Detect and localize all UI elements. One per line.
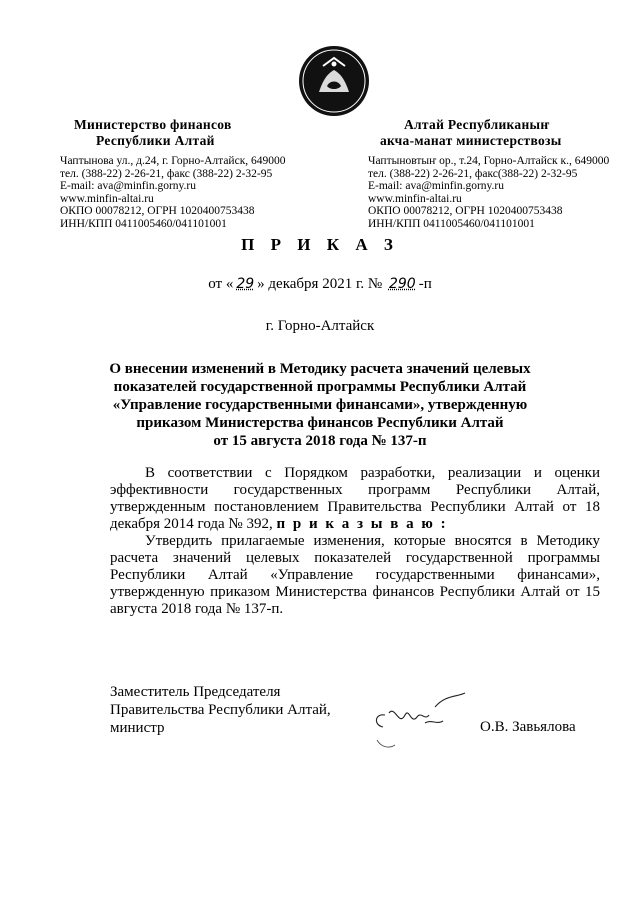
date-day: 29 [236,276,255,292]
signatory-position: Заместитель Председателя Правительства Республики Алтай, министр [110,684,331,736]
contacts-alt [368,155,618,230]
okpo: ОКПО 00078212, ОГРН 1020400753438 [368,205,563,217]
email: E-mail: ava@minfin.gorny.ru [60,180,196,192]
document-number: 290 [388,276,416,292]
document-title: О внесении изменений в Методику расчета значений целевых показателей государственной программы Республики Алтай «Управление государственными финансами», утвержденную приказом Министерства финансов Республики Алтай от 15 августа 2018 года № 137-п [109,361,531,449]
document-type: П Р И К А З [241,235,399,254]
document-body [110,465,600,618]
inn: ИНН/КПП 0411005460/041101001 [368,217,535,230]
phone: тел. (388-22) 2-26-21, факс(388-22) 2-32-95 [368,167,578,180]
inn: ИНН/КПП 0411005460/041101001 [60,217,227,230]
website: www.minfin-altai.ru [60,192,154,205]
handwritten-signature [365,685,475,755]
website: www.minfin-altai.ru [368,192,462,205]
email: E-mail: ava@minfin.gorny.ru [368,180,504,192]
order-word: п р и к а з ы в а ю : [276,516,448,532]
okpo: ОКПО 00078212, ОГРН 1020400753438 [60,205,255,217]
altai-emblem-icon [297,44,371,118]
header-right [368,117,618,230]
phone: тел. (388-22) 2-26-21, факс (388-22) 2-32-95 [60,167,273,180]
org-name-alt: Алтай Республиканыҥ акча-манат министерствозы [380,117,562,148]
city: г. Горно-Алтайск [265,318,375,334]
paragraph-1: В соответствии с Порядком разработки, реализации и оценки эффективности государственных программ Республики Алтай, утвержденным постановлением Правительства Республики Алтай от 18 декабря 2014 года № 392, п р и к а з ы в а ю : [110,465,600,532]
org-name-ru: Министерство финансов Республики Алтай [74,117,232,148]
address: Чаптыновтыҥ ор., т.24, Горно-Алтайск к., 649000 [368,155,610,167]
contacts-ru [60,155,320,230]
address: Чаптынова ул., д.24, г. Горно-Алтайск, 649000 [60,155,286,167]
signatory-name: О.В. Завьялова [480,719,576,735]
paragraph-2: Утвердить прилагаемые изменения, которые вносятся в Методику расчета значений целевых показателей государственной программы Республики Алтай «Управление государственными финансами», утвержденную приказом Министерства финансов Республики Алтай от 15 августа 2018 года № 137-п. [110,533,600,617]
date-line: от « 29 » декабря 2021 г. № 290 -п [208,276,432,292]
header-left [60,117,320,230]
